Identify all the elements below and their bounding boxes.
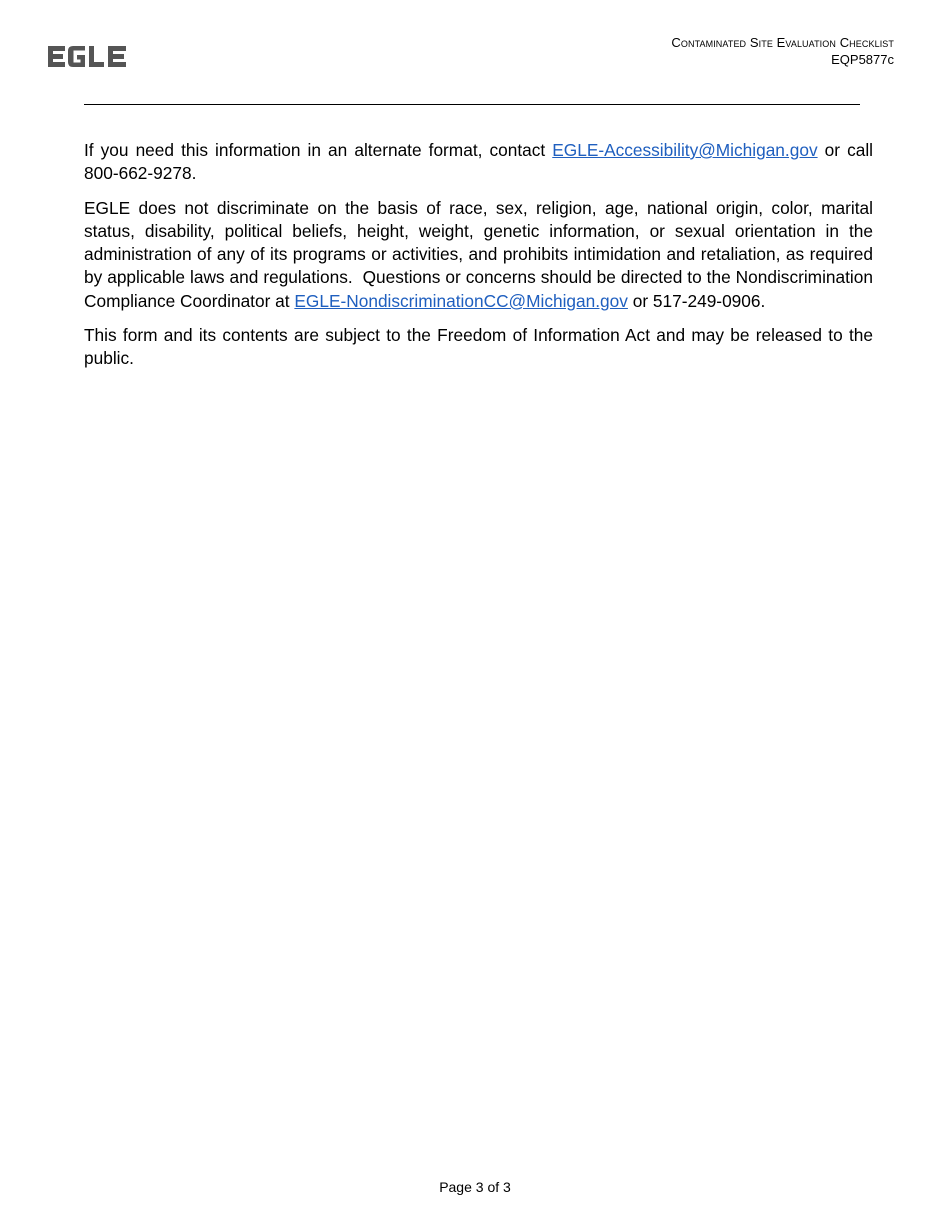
page-number: Page 3 of 3 [439, 1179, 511, 1195]
form-code: EQP5877c [831, 52, 894, 67]
accessibility-email-link[interactable]: EGLE-Accessibility@Michigan.gov [552, 140, 818, 160]
nondiscrimination-email-link[interactable]: EGLE-NondiscriminationCC@Michigan.gov [294, 290, 628, 311]
foia-paragraph: This form and its contents are subject to the Freedom of Information Act and may be released to the public. [84, 325, 873, 369]
notice-body [84, 139, 873, 382]
nondiscrimination-text: EGLE does not discriminate on the basis of race, sex, religion, age, national origin, color, marital status, disability, political beliefs, height, weight, genetic information, or sexual orientation in the administration of any of its programs or activities, and prohibits intimidation and retaliation, as required by applicable laws and regulations. Questions or concerns should be directed to the Nondiscrimination Compliance Coordinator at [84, 197, 873, 311]
form-header [671, 34, 894, 68]
egle-logo-mark [48, 44, 128, 72]
egle-logo [48, 44, 128, 72]
nondiscrimination-phone-text: or 517-249-0906. [627, 290, 766, 311]
header-rule [84, 104, 860, 105]
accessibility-paragraph [84, 139, 873, 186]
accessibility-text: If you need this information in an alternate format, contact [84, 140, 553, 160]
form-title: Contaminated Site Evaluation Checklist [671, 35, 894, 50]
accessibility-phone-text: or call 800-662-9278. [84, 140, 873, 184]
nondiscrimination-paragraph [84, 197, 873, 313]
